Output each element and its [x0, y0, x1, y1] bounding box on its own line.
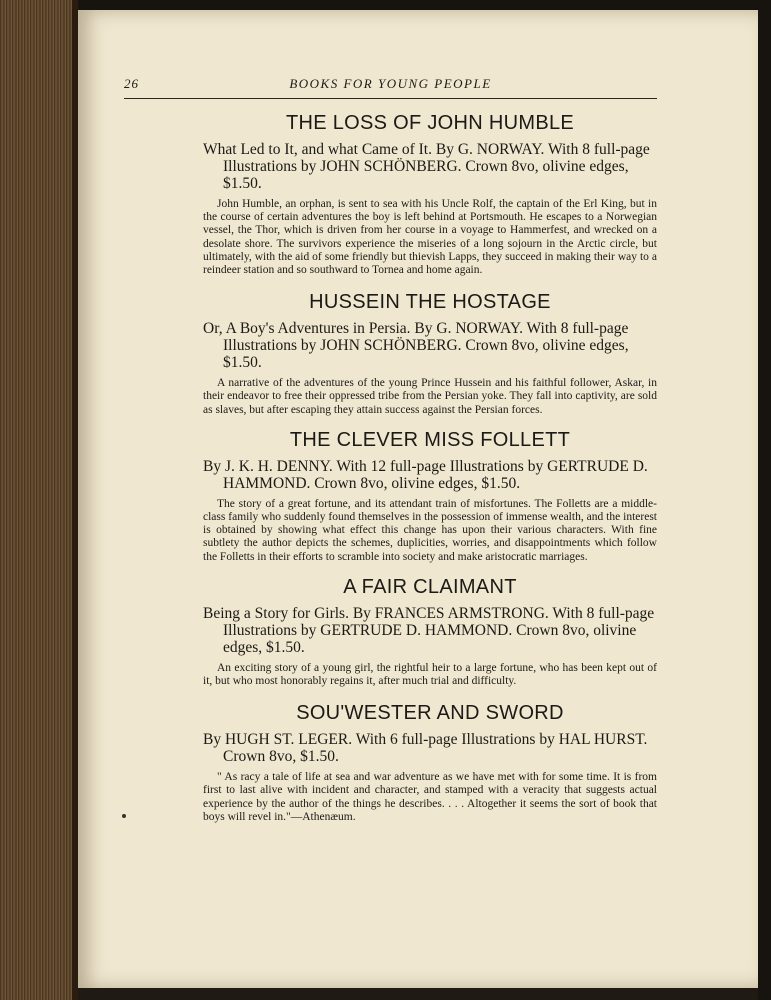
entry-blurb: " As racy a tale of life at sea and war adventure as we have met with for some time. It is from first to last alive with incident and character, and stamped with a veracity that suggests actual experience by the author of the things he describes. . . . Altogether it seems the sort of book that boys will revel in."—Athenæum.	[203, 771, 657, 823]
entry-blurb: The story of a great fortune, and its attendant train of misfortunes. The Folletts are a middle-class family who suddenly found themselves in the possession of immense wealth, and the interest is obtained by showing what effect this change has upon their various characters. With fine subtlety the author depicts the schemes, duplicities, worries, and disappointments which follow the Folletts in their efforts to scramble into society and make aristocratic marriages.	[203, 497, 657, 563]
right-border	[758, 0, 771, 1000]
running-head	[124, 64, 657, 99]
page-content	[203, 112, 657, 836]
book-entry	[203, 429, 657, 564]
entry-blurb: A narrative of the adventures of the young Prince Hussein and his faithful follower, Askar, in their endeavor to free their oppressed tribe from the Persian yoke. They fall into captivity, are sold as slaves, but after escaping they attain success against the Persian forces.	[203, 377, 657, 416]
entry-blurb: John Humble, an orphan, is sent to sea with his Uncle Rolf, the captain of the Erl King, but in the course of certain adventures the boy is left behind at Portsmouth. He escapes to a Norwegian vessel, the Thor, which is driven from her course in a voyage to Hammerfest, and wrecked on a desolate shore. The survivors experience the miseries of a long sojourn in the Arctic circle, but ultimately, with the aid of some friendly but thievish Lapps, they succeed in making their way to a reindeer station and so southward to Tornea and home again.	[203, 198, 657, 277]
book-entry	[203, 702, 657, 824]
entry-title: A FAIR CLAIMANT	[343, 575, 517, 598]
entry-description: By HUGH ST. LEGER. With 6 full-page Illustrations by HAL HURST. Crown 8vo, $1.50.	[203, 731, 648, 766]
running-head-title: BOOKS FOR YOUNG PEOPLE	[289, 76, 492, 91]
book-page-edges	[0, 0, 78, 1000]
entry-title: SOU'WESTER AND SWORD	[296, 702, 564, 725]
entry-title: THE CLEVER MISS FOLLETT	[289, 428, 571, 451]
top-border	[78, 0, 771, 10]
ink-mark	[122, 814, 126, 818]
entry-title: HUSSEIN THE HOSTAGE	[309, 291, 551, 314]
entry-description: Being a Story for Girls. By FRANCES ARMSTRONG. With 8 full-page Illustrations by GERTRUDE D. HAMMOND. Crown 8vo, olivine edges, $1.50.	[203, 604, 655, 656]
book-entry	[203, 576, 657, 688]
entry-blurb: An exciting story of a young girl, the rightful heir to a large fortune, who has been kept out of it, but who most honorably regains it, after much trial and difficulty.	[203, 661, 657, 688]
page-number: 26	[124, 76, 139, 91]
book-entry	[203, 112, 657, 277]
entry-description: Or, A Boy's Adventures in Persia. By G. NORWAY. With 8 full-page Illustrations by JOHN SCHÖNBERG. Crown 8vo, olivine edges, $1.50.	[203, 320, 629, 372]
entry-description: By J. K. H. DENNY. With 12 full-page Illustrations by GERTRUDE D. HAMMOND. Crown 8vo, olivine edges, $1.50.	[203, 457, 648, 492]
entry-title: THE LOSS OF JOHN HUMBLE	[285, 112, 575, 134]
book-entry	[203, 291, 657, 417]
entry-description: What Led to It, and what Came of It. By G. NORWAY. With 8 full-page Illustrations by JOHN SCHÖNBERG. Crown 8vo, olivine edges, $1.50.	[203, 141, 650, 192]
